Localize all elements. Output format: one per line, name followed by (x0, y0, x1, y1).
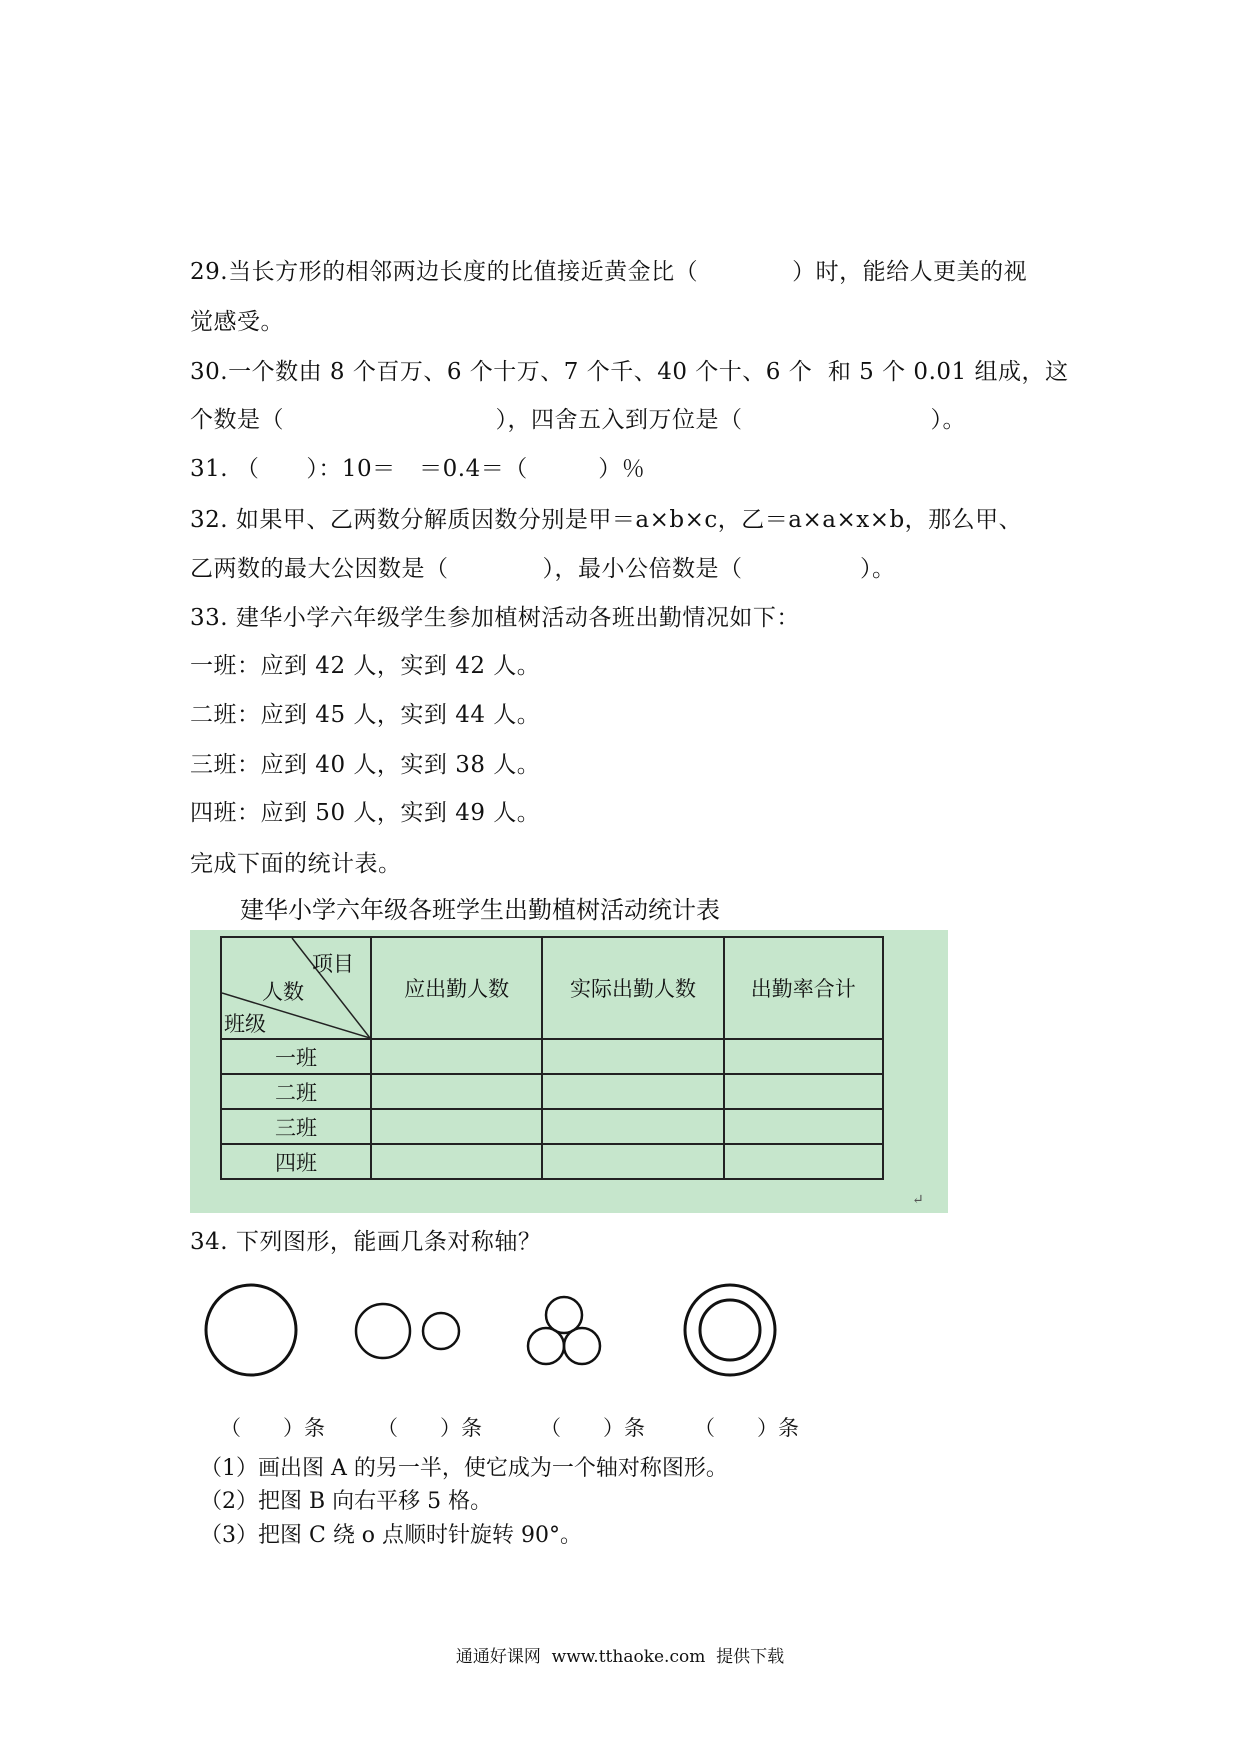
header-rate: 出勤率合计 (724, 937, 883, 1039)
count-blank-2: （ ）条 (377, 1416, 482, 1440)
table-row (221, 1144, 883, 1179)
q29-line1: 29.当长方形的相邻两边长度的比值接近黄金比（ ）时，能给人更美的视 (190, 259, 1028, 285)
table-cell[interactable] (724, 1109, 883, 1144)
q34-line: 34. 下列图形，能画几条对称轴？ (190, 1229, 542, 1255)
symmetry-figures (190, 1275, 810, 1385)
table-cell[interactable] (542, 1074, 723, 1109)
q31-line: 31. （ ）：10＝ ＝0.4＝（ ）％ (190, 456, 646, 482)
figure-three-circles (528, 1297, 600, 1364)
table-row (221, 1109, 883, 1144)
task-3: （3）把图 C 绕 o 点顺时针旋转 90°。 (200, 1523, 583, 1548)
table-cell[interactable] (371, 1039, 542, 1074)
table-cell[interactable] (542, 1039, 723, 1074)
row-label: 四班 (221, 1144, 371, 1179)
count-blank-4: （ ）条 (694, 1416, 799, 1440)
corner-label-people: 人数 (262, 980, 304, 1004)
corner-label-project: 项目 (312, 952, 354, 976)
q30-line1: 30.一个数由 8 个百万、6 个十万、7 个千、40 个十、6 个 和 5 个 0.01 组成，这 (190, 359, 1069, 385)
corner-cell (221, 937, 371, 1039)
table-cell[interactable] (542, 1109, 723, 1144)
table-row (221, 1074, 883, 1109)
table-title: 建华小学六年级各班学生出勤植树活动统计表 (240, 896, 720, 924)
corner-label-class: 班级 (224, 1012, 266, 1036)
complete-table-line: 完成下面的统计表。 (190, 851, 402, 877)
class2-line: 二班：应到 45 人，实到 44 人。 (190, 702, 541, 728)
row-label: 二班 (221, 1074, 371, 1109)
q30-line2: 个数是（ ），四舍五入到万位是（ ）。 (190, 407, 966, 433)
task-2: （2）把图 B 向右平移 5 格。 (200, 1489, 493, 1514)
figure-single-circle (206, 1285, 296, 1375)
table-cell[interactable] (371, 1074, 542, 1109)
table-header-row (221, 937, 883, 1039)
footer: 通通好课网 www.tthaoke.com 提供下载 (455, 1647, 785, 1667)
q33-line: 33. 建华小学六年级学生参加植树活动各班出勤情况如下： (190, 605, 800, 631)
row-label: 三班 (221, 1109, 371, 1144)
class1-line: 一班：应到 42 人，实到 42 人。 (190, 653, 541, 679)
table-cell[interactable] (724, 1074, 883, 1109)
attendance-table (220, 936, 884, 1180)
return-mark: ↵ (912, 1192, 924, 1208)
class4-line: 四班：应到 50 人，实到 49 人。 (190, 800, 541, 826)
header-actual: 实际出勤人数 (542, 937, 723, 1039)
task-1: （1）画出图 A 的另一半，使它成为一个轴对称图形。 (200, 1456, 728, 1481)
header-expected: 应出勤人数 (371, 937, 542, 1039)
class3-line: 三班：应到 40 人，实到 38 人。 (190, 752, 541, 778)
table-row (221, 1039, 883, 1074)
figure-two-circles (356, 1304, 459, 1358)
count-blank-3: （ ）条 (540, 1416, 645, 1440)
count-blank-1: （ ）条 (220, 1416, 325, 1440)
table-cell[interactable] (371, 1109, 542, 1144)
q32-line1: 32. 如果甲、乙两数分解质因数分别是甲＝a×b×c，乙＝a×a×x×b，那么甲、 (190, 507, 1023, 533)
q29-line2: 觉感受。 (190, 309, 284, 335)
row-label: 一班 (221, 1039, 371, 1074)
table-cell[interactable] (724, 1039, 883, 1074)
figure-concentric-circles (685, 1285, 775, 1375)
table-cell[interactable] (724, 1144, 883, 1179)
table-cell[interactable] (371, 1144, 542, 1179)
q32-line2: 乙两数的最大公因数是（ ），最小公倍数是（ ）。 (190, 556, 896, 582)
table-cell[interactable] (542, 1144, 723, 1179)
